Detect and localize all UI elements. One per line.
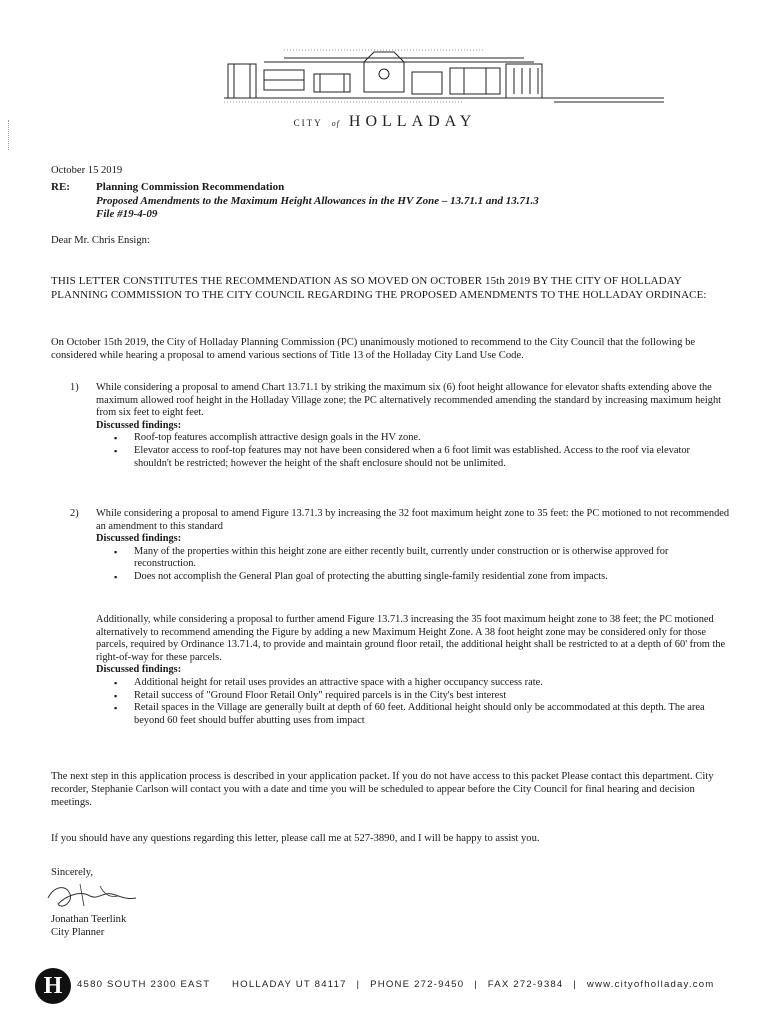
footer-website[interactable]: www.cityofholladay.com	[586, 979, 715, 990]
finding-item: ▪ Does not accomplish the General Plan goal of protecting the abutting single-family residential zone from impacts.	[96, 571, 730, 584]
footer-phone: PHONE 272-9450	[370, 979, 465, 990]
footer-fax: FAX 272-9384	[487, 979, 564, 990]
findings-label: Discussed findings:	[96, 664, 182, 676]
findings-list	[96, 677, 730, 727]
item-text: While considering a proposal to amend Figure 13.71.3 by increasing the 32 foot maximum height zone to 35 feet: the PC motioned to not recommended an amendment to this standard	[96, 508, 730, 532]
questions-paragraph: If you should have any questions regarding this letter, please call me at 527-3890, and I will be happy to assist you.	[51, 833, 540, 844]
footer-separator: |	[573, 979, 578, 990]
footer-contact	[77, 979, 714, 990]
subject-lines	[96, 181, 736, 222]
footer-separator: |	[474, 979, 478, 990]
additional-recommendation	[96, 614, 730, 727]
finding-item: ▪ Many of the properties within this height zone are either recently built, currently under construction or is otherwise approved for reconstruction.	[96, 546, 730, 571]
letter-date: October 15 2019	[51, 165, 123, 176]
margin-marks	[8, 120, 11, 150]
next-step-paragraph: The next step in this application process is described in your application packet. If you do not have access to this packet Please contact this department. City recorder, Stephanie Carlson will contact you with a date and time you will be scheduled to appear before the City Council for final hearing and decision meetings.	[51, 771, 714, 808]
recommendation-statement: THIS LETTER CONSTITUTES THE RECOMMENDATION AS SO MOVED ON OCTOBER 15th 2019 BY THE CITY OF HOLLADAY PLANNING COMMISSION TO THE CITY COUNCIL REGARDING THE PROPOSED AMENDMENTS TO THE HOLLADAY ORDINACE:	[51, 275, 707, 301]
footer-separator: |	[356, 979, 361, 990]
footer-city: HOLLADAY UT 84117	[232, 979, 347, 990]
findings-list	[96, 546, 730, 584]
signer-title: City Planner	[51, 927, 105, 938]
finding-item: ▪ Roof-top features accomplish attractive design goals in the HV zone.	[96, 432, 730, 445]
finding-item: ▪ Additional height for retail uses provides an attractive space with a higher occupancy success rate.	[96, 677, 730, 690]
of-label: of	[331, 119, 340, 128]
holladay-h-logo-icon: H	[35, 968, 71, 1004]
findings-list	[96, 432, 730, 470]
letterhead-city-title	[0, 113, 770, 131]
re-label: RE:	[51, 181, 70, 193]
signer-block	[51, 913, 731, 939]
finding-item: ▪ Retail spaces in the Village are generally built at depth of 60 feet. Additional height should only be accommodated at this depth. The area beyond 60 feet should buffer abutting uses from impact	[96, 702, 730, 727]
salutation: Dear Mr. Chris Ensign:	[51, 235, 150, 246]
subject-line-proposal: Proposed Amendments to the Maximum Height Allowances in the HV Zone – 13.71.1 and 13.71.3	[96, 194, 539, 207]
additional-text: Additionally, while considering a proposal to further amend Figure 13.71.3 increasing the 35 foot maximum height zone to 38 feet; the PC motioned alternatively to recommend amending the Figure by adding a new Maximum Height Zone. A 38 foot height zone may be considered only for those parcels, required by Ordinance 13.71.4, to provide and maintain ground floor retail, the additional height shall be restricted to at a depth of 60' from the right-of-way for these parcels.	[96, 614, 726, 663]
item-number: 1)	[70, 382, 79, 393]
finding-item: ▪ Elevator access to roof-top features may not have been considered when a 6 foot limit was established. Access to the roof via elevator shouldn't be restricted; however the height of the shaft enclosure should not be unlimited.	[96, 445, 730, 470]
holladay-skyline-logo	[224, 44, 664, 106]
findings-label: Discussed findings:	[96, 419, 182, 431]
closing: Sincerely,	[51, 867, 93, 878]
subject-line-title: Planning Commission Recommendation	[96, 181, 285, 193]
intro-paragraph: On October 15th 2019, the City of Holladay Planning Commission (PC) unanimously motioned to recommend to the City Council that the following be considered while hearing a proposal to amend various sections of Title 13 of the Holladay City Land Use Code.	[51, 337, 696, 361]
city-label: CITY	[293, 118, 323, 128]
findings-label: Discussed findings:	[96, 533, 182, 545]
city-name: HOLLADAY	[348, 113, 477, 130]
subject-line-file: File #19-4-09	[96, 208, 158, 220]
signer-name: Jonathan Teerlink	[51, 914, 127, 925]
item-text: While considering a proposal to amend Chart 13.71.1 by striking the maximum six (6) foot height allowance for elevator shafts extending above the maximum allowed roof height in the Holladay Village zone; the PC alternatively recommended amending the standard by increasing maximum height from six feet to eight feet.	[96, 382, 722, 419]
item-number: 2)	[70, 508, 79, 519]
handwritten-signature	[40, 876, 160, 916]
footer-address: 4580 SOUTH 2300 EAST	[77, 979, 211, 990]
finding-item: ▪ Retail success of "Ground Floor Retail Only" required parcels is in the City's best interest	[96, 690, 730, 703]
footer	[35, 968, 745, 1004]
